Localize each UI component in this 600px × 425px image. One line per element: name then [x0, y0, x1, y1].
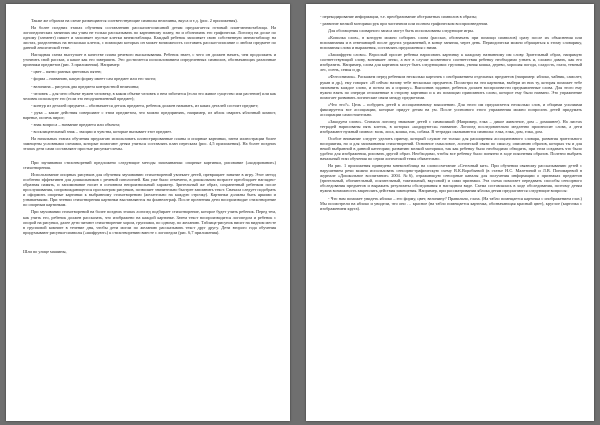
- game-paragraph: «Закодуем слово». Сначала логопед знакомит детей с символикой (Например, елка – дикое животное, дом – домашнее). На листах тетрадей нарисованы пять клеток, в которых «кодируются» название. Логопед последовательно медленно произносит слова, а дети изображают нужный символ: волк, лиса, кошка, ель, собака. В тетрадях оказываются символы: елка, елка, дом, елка, дом.: [320, 118, 582, 134]
- game-paragraph: «Что это?». Цель – побудить детей к ассоциативному мышлению. Для этого им предлагается несколько слов, и общими усилиями фиксируется все ассоциации, которые придут детям на ум. После успешного этого упражнения можно попросить детей придумать ассоциации самостоятельно.: [320, 101, 582, 117]
- paragraph: На начальных этапах обучения предлагаю использовать иллюстрированные планы и опорные картинки, затем иллюстрации более замещены условными схемами, которые помогают детям учиться составлять план пересказа (рис. 4,5 приложения). На более поздних этапах дети сами составляют простые рисунки-схемы.: [23, 135, 276, 151]
- list-item: - форма – названию, какую форму имеет сам предмет или его части;: [31, 76, 156, 82]
- paragraph: При заучивании стихотворений на более поздних этапах логопед подбирает стихотворение, которое будет учить ребенок. Перед тем, как учить его, ребенок должен рассказать, что изображено на каждой картинке. Затем текст воспроизводится логопедом и ребенок с опорой на рисунки, далее дети читают стихотворение хором, группами, по одному, по желанию. Таблица-рисунок висит на видном месте в групповой комнате в течение дня, чтобы дети могли по желанию рассказывать текст друг другу. Дети второго года обучения придумывают рисунки-символы («шифруют») к стихотворению вместе с логопедом (рис. 6,7 приложения).: [23, 209, 276, 235]
- game-paragraph: «Копилка слов», в которую можно собирать слова (рассказ, обозначать при помощи символов) сразу после их объяснения или вспоминания и в отвечающей после других упражнений, в конце занятия, через день. Периодически можно обращаться к этому словарику, вспоминая слова и выражения, составлять предложения с ними.: [320, 35, 582, 51]
- right-page: [306, 4, 594, 421]
- game-paragraph: «Фотоснимок». Раскажем перед ребенком несколько карточек с изображением отдельных предметов (например: яблоко, чайник, самолет, рукав и др.), ему говорят: «Я сейчас назову тебе несколько предметов. Посмотри на эти картинки, выбери из них ту, которая поможет тебе запомнить каждое слово, и потом их я спрошу». Выполнив задание, ребенок должен воспроизвести предъявленные слова. Для этого ему нужно взять по очереди отложенные в сторону картинки и к их помощью припомнить слово, которое ему было названо. Это упражнение помогает развивать логические связи между предметами.: [320, 74, 582, 100]
- left-page-text: [23, 18, 276, 415]
- list-item: - цвет – пятно разных цветовых пятен;: [31, 69, 102, 75]
- paragraph: Использование опорных рисунков для обучения заучиванию стихотворений увлекает детей, превращает занятие в игру. Этот метод особенно эффективен для дошкольников с речевой патологией. Как уже было отмечено, в дошкольном возрасте преобладает наглядно-образная память, и запоминание носит в основном непроизвольный характер. Зрительный же образ, сохраненный ребенком после прослушивания, сопровождающегося просмотром рисунков, позволяет значительно быстрее запомнить текст. Сначала следует подобрать и оформить опорные картинки к выбранному стихотворению (желательно на каждую строчку). Картинки должны быть яркими и узнаваемыми. При чтении стихотворения картинки выставляются на фланелеграф. После прочтения дети воспроизводят стихотворение по опорным картинкам.: [23, 172, 276, 208]
- paragraph: Также же образом на схеме размещаются соответствующие символы величины, вкуса и т.д. (рис. 2 приложения).: [31, 18, 238, 23]
- list-item: - перекодирование информации, т.е. преобразование абстрактных символов в образы;: [320, 14, 477, 19]
- list-item: - контур из деталей предмета – обозначается деталь предмета, ребенок должен называть, из каких деталей состоит предмет;: [31, 102, 259, 108]
- list-item: - рука – какие действия совершают с этим предметом, что можно предпринять, например, из яблок сварить яблочный компот, варенье, испечь пирог;: [23, 109, 276, 120]
- list-item: - восклицательный знак – эмоции и чувства, которые вызывает этот предмет.: [31, 128, 172, 134]
- paragraph: На более поздних этапах обучения составлению рассказов-описаний детям предлагается готовый план-мнемотаблица. На логопедических занятиях мы учим не только рассказывать по картинному плану, но и обозначать его графически. Логопед на доске по одному (элемент) пишет и заполняет пустые клетки мнемотаблицы. Каждый ребенок заполняет свою собственную мнемотаблицу на листах, разделенных на несколько клеток, с помощью которых он может возможность составить рассказ-описание о любом предмете по данной лексической теме.: [23, 25, 276, 51]
- list-item: - величина – рисунок два предмета контрастной величины;: [31, 83, 140, 89]
- list-item: - развитие мелкой моторики рук при частичном или полном графическом воспроизведении.: [320, 21, 489, 27]
- paragraph: На рис. 1 приложения приведена мнемотаблица на словосочетание «Сеточный кит». При обучении связному рассказыванию детей с нарушением речи можно использовать сенсорно-графическую схему В.К.Воробьевой (в статье Н.С. Малетиной и Л.В. Пономаревой в журнале «Дошкольное воспитание» 2004. №6), отражающую сенсорные каналы для получения информации о признаках предметов (зрительный, обонятельный, осязательный, тактильный, вкусовой) и сами признаки. Эта схема помогает передавать способы сенсорного обследования предметов и выражать результаты обследования в наглядном виде. Схема составлялась в ходе обследования, поэтому детям нужна возможность закреплять действия замещения. Например, при рассматривании яблока детям предлагаются следующие вопросы:: [320, 163, 582, 194]
- left-page: [6, 4, 290, 421]
- paragraph: Наглядная схема выступает в качестве плана речевого высказывания. Ребенок знает, с чего он должен начать, чем продолжить и уточнить свой рассказ, а какое как его завершить. Это достигается использованием определенных символов, обозначающих различные признаки предметов (рис. 3 приложения). Например:: [23, 52, 276, 68]
- right-page-text: [320, 14, 582, 415]
- game-paragraph: «Зашифруем слово». Взрослый просит ребенка нарисовать картинку к каждому названному им слову. Зрительный образ, напрямую соответствующий слову, возникает легко, а вот в случае косвенного соответствия ребенку необходимо узнать и, сложно давать, как его изобразить. Например, слова для картинок могут быть следующими: грузовик, умная кошка, дерево, хорошая погода, сладость, глаза, темный лес, осень, семья и др.: [320, 52, 582, 73]
- paragraph: Для обогащения словарного запаса могут быть использованы следующие игры.: [328, 28, 474, 34]
- paragraph: - Что нам поможет увидеть яблоко – его форму, цвет, величину? Правильно, глаза. (На табло помещается карточка с изображением глаз.) Мы посмотрели на яблоко и увидели, что оно … красное (на табло помещается карточка, обозначающая красный цвет), круглое (карточка с изображением круга).: [320, 195, 582, 211]
- poem-line: Шли по улице машины,: [23, 248, 67, 254]
- list-item: - человек – для чего объект нужен человеку, в каком объеме человек о нем заботится (если это живое существо или растение) или как человек использует его (если это неодушевленный предмет);: [23, 90, 276, 101]
- paragraph: При заучивании стихотворений предложено следующие методы запоминания: опорные картинки, рисование («кодирование») стихотворения.: [23, 160, 276, 171]
- paragraph: Особое внимание следует уделить приему, который служит не только для расширения ассоциативного словаря, развития зрительного восприятия, но и для запоминания стихотворений. Основное смысловое, логической связи по смыслу, описанию образов, которых ты и для некой выбранной в данной категории; развитию мелкой моторики, так как ребенку было необходимо обводить, при этом создавать что было удобно для изображения, рисовать другой образ. Необходимо, чтобы все ребенку было понятно в ходе пояснения образов. Полезно выбрать начальный этап обучения по серии логической темы обязательно.: [320, 135, 582, 162]
- list-item: - знак вопроса – название предмета или объекта;: [31, 121, 121, 127]
